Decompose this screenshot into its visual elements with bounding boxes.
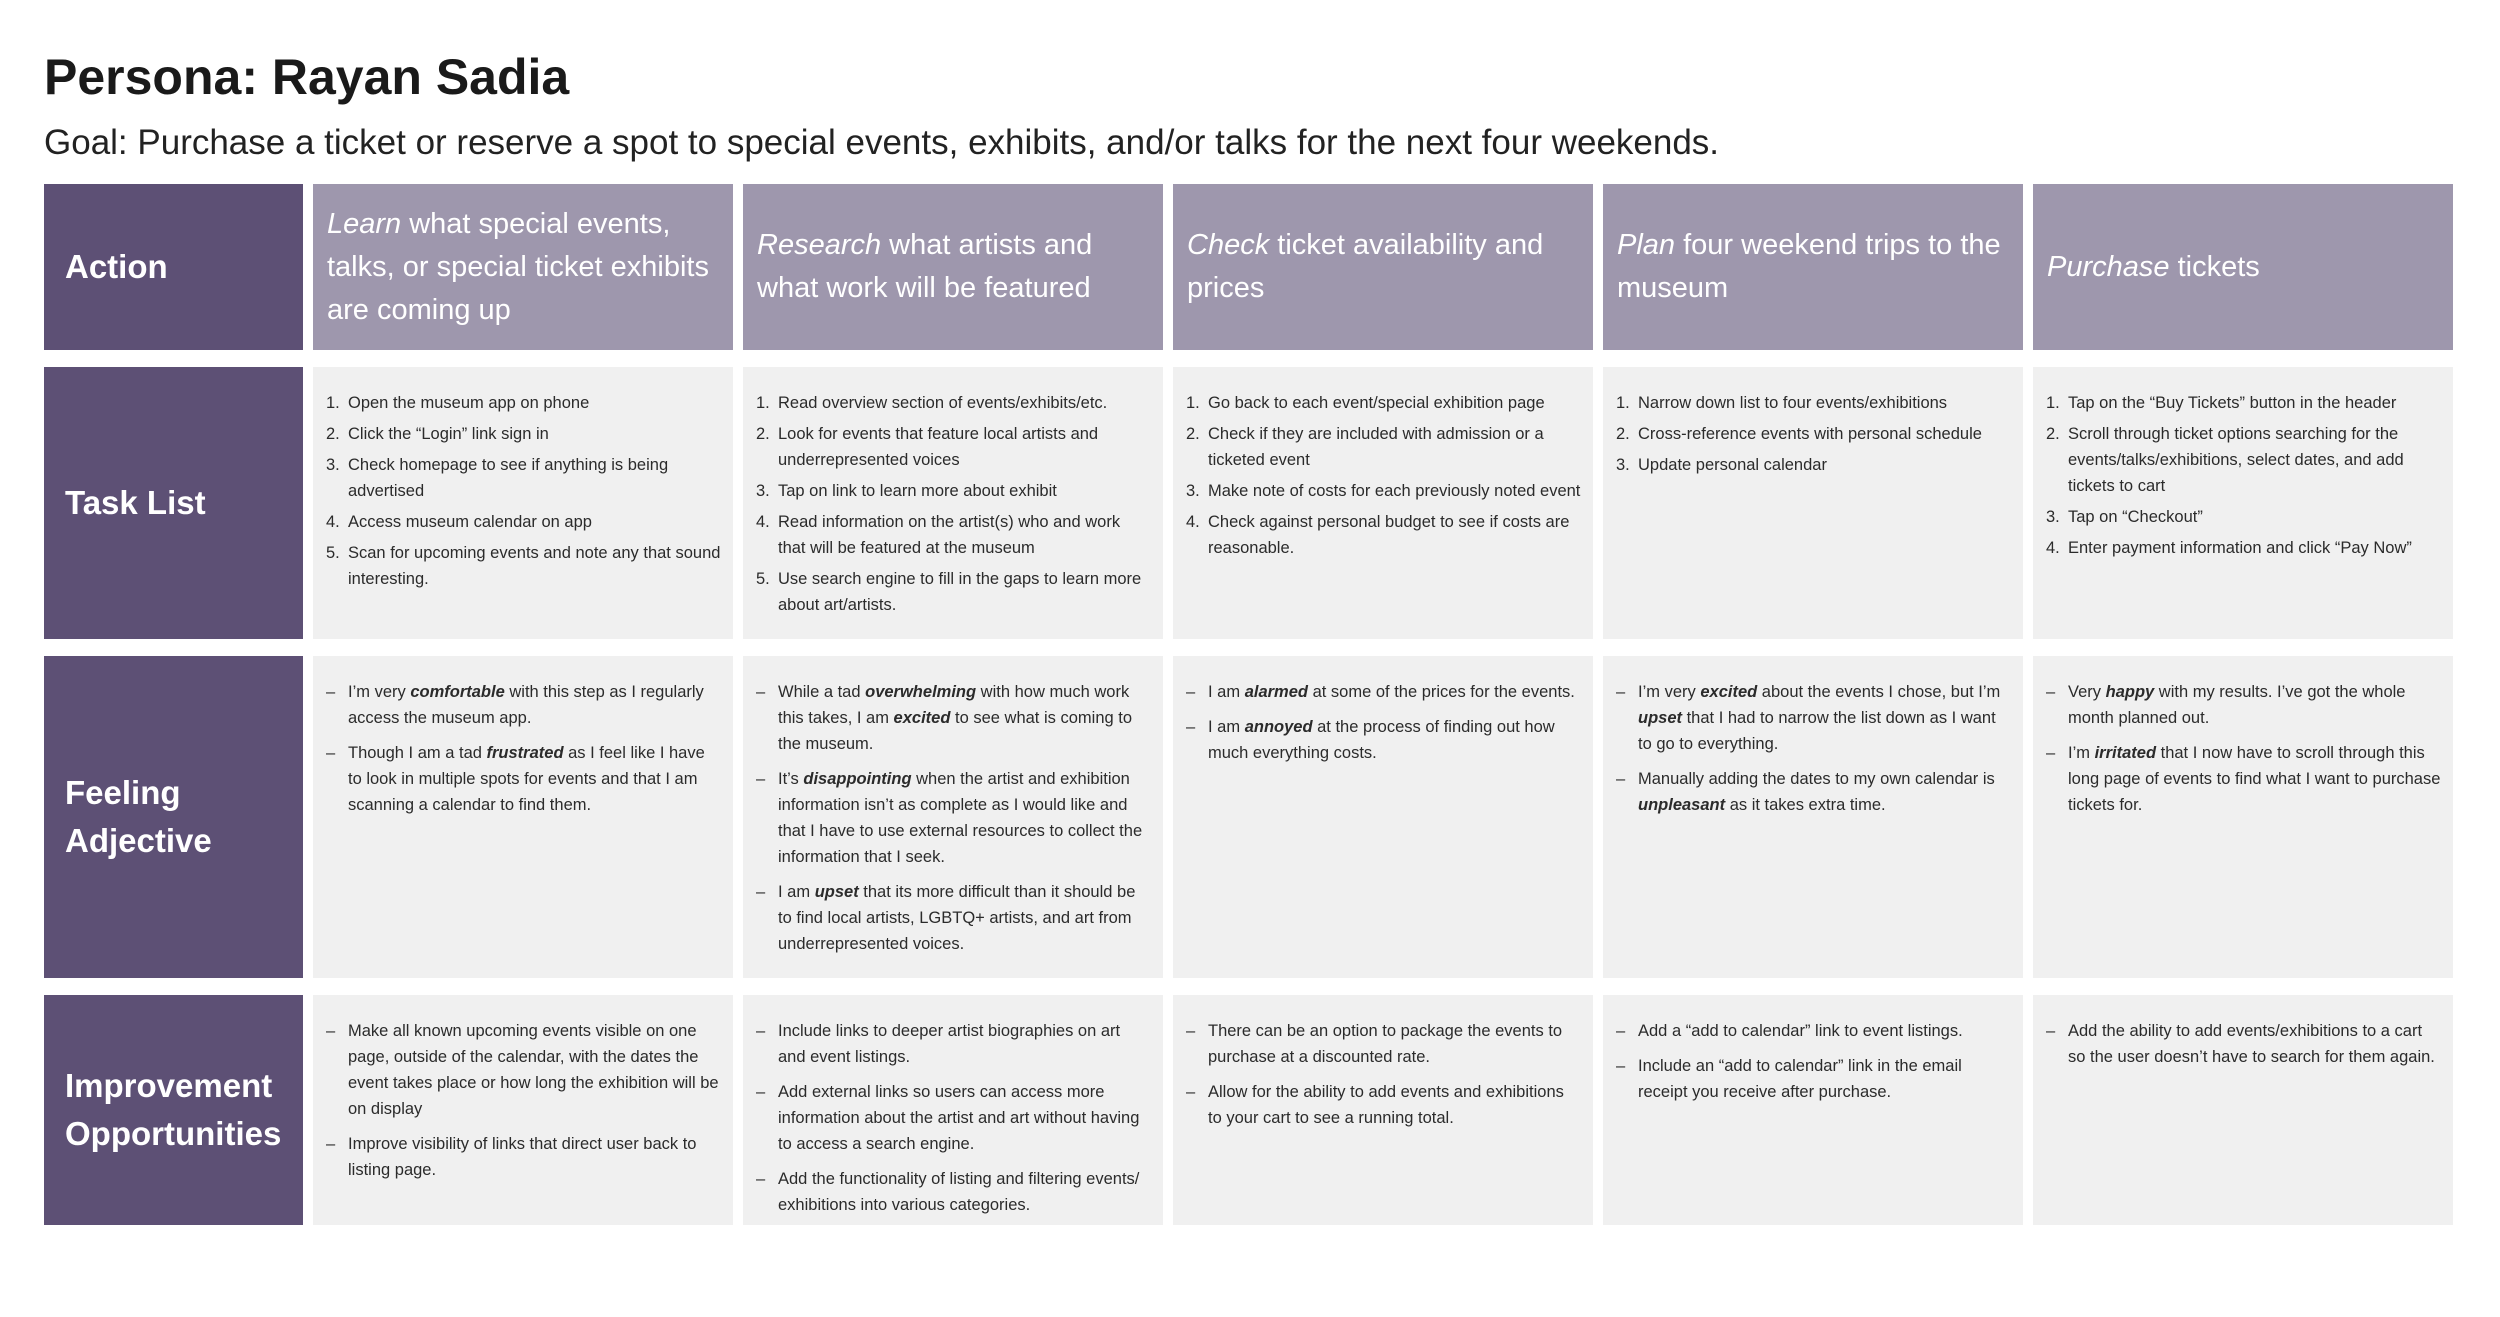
task-item: 4. Access museum calendar on app [325, 509, 721, 535]
task-cell [743, 367, 1163, 639]
task-item: 4. Check against personal budget to see if costs are reasonable. [1185, 509, 1589, 561]
task-cell [1603, 367, 2023, 639]
feeling-text: While a tad [778, 683, 866, 701]
improvement-item: – Add the ability to add events/exhibitions to a cart so the user doesn’t have to search for them again. [2045, 1018, 2441, 1070]
task-item: 4. Read information on the artist(s) who and work that will be featured at the museum [755, 509, 1151, 561]
feeling-cell [743, 656, 1163, 978]
action-verb: Learn [327, 207, 402, 240]
task-item: 1. Open the museum app on phone [325, 390, 721, 416]
action-verb: Research [757, 229, 882, 261]
feeling-text: I’m [2068, 744, 2095, 762]
feeling-cell [1603, 656, 2023, 978]
improvement-list [1185, 1018, 1581, 1131]
task-item: 2. Check if they are included with admission or a ticketed event [1185, 421, 1589, 473]
feeling-adjective: disappointing [803, 770, 912, 788]
action-description: what artists and what work will be featured [757, 229, 1093, 304]
task-list [1615, 390, 2011, 478]
improvement-list [755, 1018, 1151, 1218]
task-cell [2033, 367, 2453, 639]
feeling-adjective: unpleasant [1638, 796, 1726, 814]
task-item: 3. Tap on “Checkout” [2045, 504, 2449, 530]
feeling-text: It’s [778, 770, 804, 788]
feeling-text: with how much work this takes, I am [778, 683, 1130, 727]
feeling-text: at some of the prices for the events. [1307, 683, 1575, 701]
feeling-item [2045, 679, 2449, 731]
feeling-item [755, 879, 1151, 957]
task-item: 1. Go back to each event/special exhibition page [1185, 390, 1589, 416]
action-description: ticket availability and prices [1187, 229, 1544, 304]
feeling-adjective: excited [1700, 683, 1758, 701]
feeling-text: with my results. I’ve got the whole month planned out. [2068, 683, 2406, 727]
feeling-text: I’m very [1638, 683, 1701, 701]
feeling-adjective: upset [814, 883, 859, 901]
task-item: 2. Scroll through ticket options searching for the events/talks/exhibitions, select dates, and add tickets to cart [2045, 421, 2449, 499]
task-item: 2. Cross-reference events with personal schedule [1615, 421, 2011, 447]
feeling-text: Though I am a tad [348, 744, 487, 762]
improvement-list [1615, 1018, 2011, 1105]
feeling-item [1185, 714, 1581, 766]
feeling-text: with this step as I regularly access the museum app. [348, 683, 704, 727]
feeling-adjective: excited [893, 709, 951, 727]
action-verb: Purchase [2047, 250, 2170, 283]
task-cell [1173, 367, 1593, 639]
row-label-feeling: Feeling Adjective [44, 656, 303, 978]
task-item: 3. Check homepage to see if anything is being advertised [325, 452, 721, 504]
task-item: 3. Tap on link to learn more about exhibit [755, 478, 1151, 504]
feeling-text: that I had to narrow the list down as I want to go to everything. [1638, 709, 1996, 753]
feeling-item [325, 740, 721, 818]
action-description: tickets [2169, 250, 2260, 283]
improvement-item: – Allow for the ability to add events and exhibitions to your cart to see a running total. [1185, 1079, 1581, 1131]
improvement-item: – There can be an option to package the events to purchase at a discounted rate. [1185, 1018, 1581, 1070]
feeling-item [1615, 766, 2011, 818]
feeling-list [1185, 679, 1581, 766]
feeling-text: when the artist and exhibition information isn’t as complete as I would like and that I have to use external resources to collect the information that I seek. [778, 770, 1143, 866]
feeling-list [325, 679, 721, 818]
row-label-action: Action [44, 184, 303, 350]
feeling-text: about the events I chose, but I’m [1757, 683, 2001, 701]
task-list [755, 390, 1151, 618]
task-item: 2. Look for events that feature local artists and underrepresented voices [755, 421, 1151, 473]
feeling-adjective: alarmed [1244, 683, 1308, 701]
goal-statement: Goal: Purchase a ticket or reserve a spot to special events, exhibits, and/or talks for the next four weekends. [44, 123, 1720, 162]
task-item: 1. Narrow down list to four events/exhibitions [1615, 390, 2011, 416]
task-item: 4. Enter payment information and click “Pay Now” [2045, 535, 2449, 561]
row-label-task-list: Task List [44, 367, 303, 639]
task-list [2045, 390, 2449, 561]
stage-action-purchase [2033, 184, 2453, 350]
task-item: 3. Make note of costs for each previously noted event [1185, 478, 1589, 504]
feeling-adjective: happy [2105, 683, 2155, 701]
task-item: 1. Read overview section of events/exhibits/etc. [755, 390, 1151, 416]
improvement-item: – Make all known upcoming events visible on one page, outside of the calendar, with the dates the event takes place or how long the exhibition will be on display [325, 1018, 721, 1122]
feeling-adjective: upset [1638, 709, 1683, 727]
improvement-item: – Include an “add to calendar” link in the email receipt you receive after purchase. [1615, 1053, 2011, 1105]
feeling-list [1615, 679, 2011, 818]
improvement-item: – Add a “add to calendar” link to event listings. [1615, 1018, 2011, 1044]
feeling-item [1615, 679, 2011, 757]
action-description: four weekend trips to the museum [1617, 229, 2001, 304]
task-item: 2. Click the “Login” link sign in [325, 421, 721, 447]
feeling-item [325, 679, 721, 731]
feeling-adjective: comfortable [410, 683, 505, 701]
feeling-list [2045, 679, 2449, 818]
feeling-text: at the process of finding out how much everything costs. [1208, 718, 1555, 762]
stage-action-learn [313, 184, 733, 350]
feeling-text: I am [1208, 683, 1245, 701]
feeling-text: as it takes extra time. [1725, 796, 1886, 814]
feeling-text: that its more difficult than it should be to find local artists, LGBTQ+ artists, and art from underrepresented voices. [778, 883, 1136, 953]
action-description: what special events, talks, or special ticket exhibits are coming up [327, 207, 709, 326]
improvement-cell [743, 995, 1163, 1225]
feeling-adjective: annoyed [1244, 718, 1313, 736]
task-item: 5. Scan for upcoming events and note any that sound interesting. [325, 540, 721, 592]
feeling-adjective: irritated [2094, 744, 2157, 762]
improvement-item: – Add the functionality of listing and filtering events/ exhibitions into various categories. [755, 1166, 1151, 1218]
feeling-cell [313, 656, 733, 978]
task-list [1185, 390, 1589, 561]
action-verb: Plan [1617, 229, 1676, 261]
page-title: Persona: Rayan Sadia [44, 49, 570, 105]
improvement-list [325, 1018, 721, 1183]
feeling-list [755, 679, 1151, 957]
improvement-item: – Improve visibility of links that direct user back to listing page. [325, 1131, 721, 1183]
task-item: 3. Update personal calendar [1615, 452, 2011, 478]
task-item: 5. Use search engine to fill in the gaps to learn more about art/artists. [755, 566, 1151, 618]
feeling-cell [1173, 656, 1593, 978]
stage-action-research [743, 184, 1163, 350]
feeling-text: as I feel like I have to look in multiple spots for events and that I am scanning a calendar to find them. [348, 744, 705, 814]
feeling-item [755, 679, 1151, 757]
feeling-text: I’m very [348, 683, 411, 701]
improvement-item: – Include links to deeper artist biographies on art and event listings. [755, 1018, 1151, 1070]
improvement-cell [313, 995, 733, 1225]
feeling-text: to see what is coming to the museum. [778, 709, 1133, 753]
improvement-list [2045, 1018, 2441, 1070]
feeling-text: Manually adding the dates to my own calendar is [1638, 770, 1995, 788]
improvement-cell [2033, 995, 2453, 1225]
feeling-item [2045, 740, 2449, 818]
feeling-text: I am [778, 883, 815, 901]
action-verb: Check [1187, 229, 1270, 261]
feeling-adjective: frustrated [486, 744, 564, 762]
feeling-adjective: overwhelming [865, 683, 977, 701]
feeling-text: Very [2068, 683, 2106, 701]
task-list [325, 390, 721, 592]
improvement-item: – Add external links so users can access more information about the artist and art without having to access a search engine. [755, 1079, 1151, 1157]
feeling-cell [2033, 656, 2453, 978]
task-cell [313, 367, 733, 639]
task-item: 1. Tap on the “Buy Tickets” button in the header [2045, 390, 2449, 416]
journey-map [44, 184, 2454, 1225]
feeling-text: I am [1208, 718, 1245, 736]
stage-action-plan [1603, 184, 2023, 350]
improvement-cell [1603, 995, 2023, 1225]
improvement-cell [1173, 995, 1593, 1225]
feeling-text: that I now have to scroll through this long page of events to find what I want to purchase tickets for. [2068, 744, 2441, 814]
row-label-improvement: Improvement Opportunities [44, 995, 303, 1225]
feeling-item [1185, 679, 1581, 705]
feeling-item [755, 766, 1151, 870]
stage-action-check [1173, 184, 1593, 350]
